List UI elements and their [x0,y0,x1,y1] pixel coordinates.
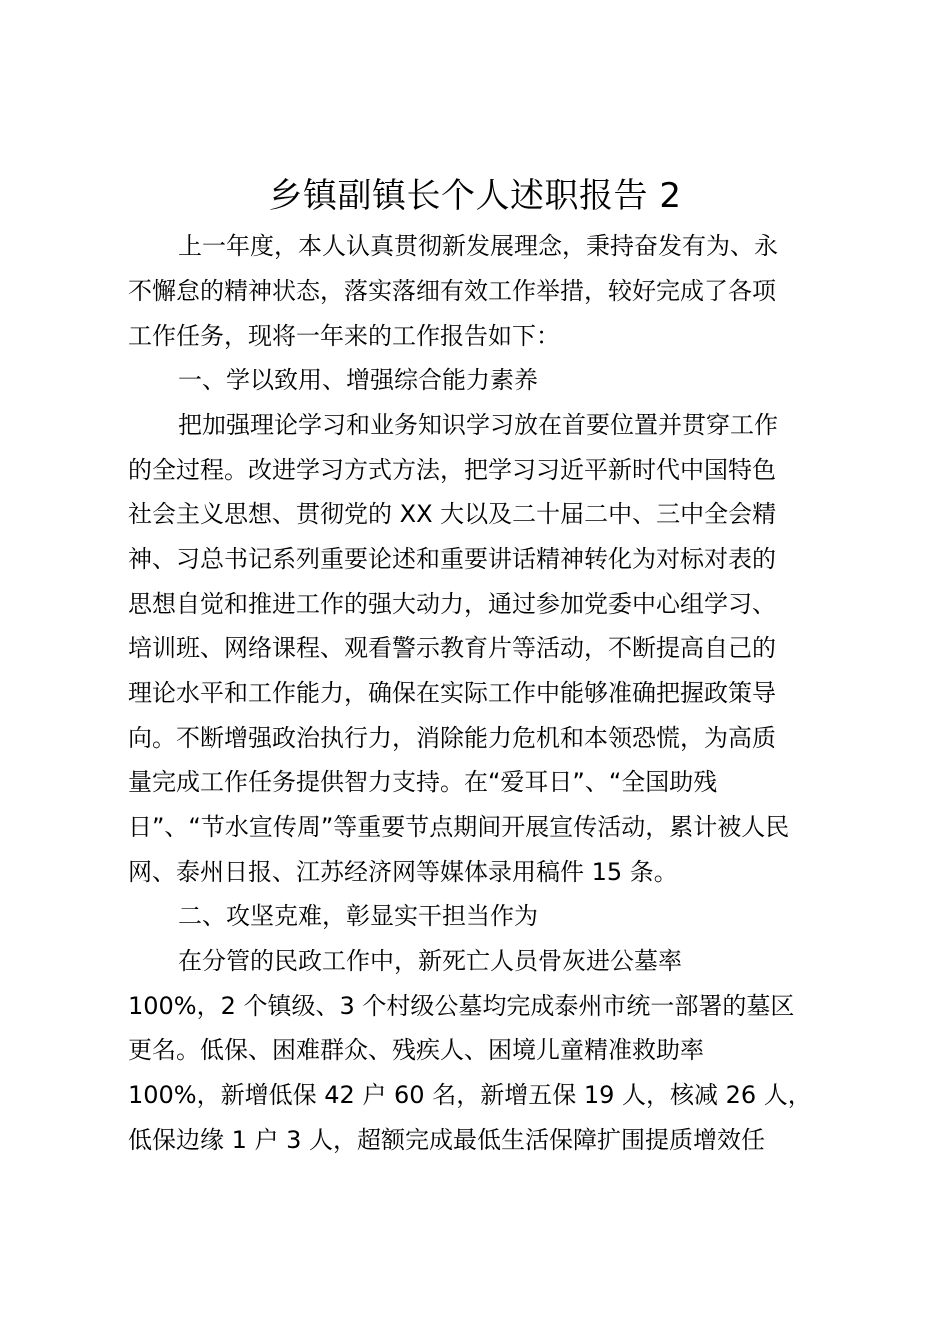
paragraph-line: 向。不断增强政治执行力，消除能力危机和本领恐慌，为高质 [128,724,776,752]
paragraph-line: 量完成工作任务提供智力支持。在“爱耳日”、“全国助残 [128,768,718,796]
section-heading: 二、攻坚克难，彰显实干担当作为 [178,902,538,930]
paragraph-line: 把加强理论学习和业务知识学习放在首要位置并贯穿工作 [178,411,778,439]
paragraph-line: 的全过程。改进学习方式方法，把学习习近平新时代中国特色 [128,456,776,484]
paragraph-line: 低保边缘 1 户 3 人，超额完成最低生活保障扩围提质增效任 [128,1126,766,1154]
paragraph-line: 工作任务，现将一年来的工作报告如下： [128,322,560,350]
paragraph-line: 在分管的民政工作中，新死亡人员骨灰进公墓率 [178,947,682,975]
document-title: 乡镇副镇长个人述职报告 2 [268,176,682,216]
paragraph-line: 社会主义思想、贯彻党的 XX 大以及二十届二中、三中全会精 [128,500,777,528]
paragraph-line: 上一年度，本人认真贯彻新发展理念，秉持奋发有为、永 [178,232,778,260]
section-heading: 一、学以致用、增强综合能力素养 [178,366,538,394]
paragraph-line: 培训班、网络课程、观看警示教育片等活动，不断提高自己的 [128,634,776,662]
paragraph-line: 网、泰州日报、江苏经济网等媒体录用稿件 15 条。 [128,858,678,886]
paragraph-line: 神、习总书记系列重要论述和重要讲话精神转化为对标对表的 [128,545,776,573]
paragraph-line: 不懈怠的精神状态，落实落细有效工作举措，较好完成了各项 [128,277,776,305]
paragraph-line: 理论水平和工作能力，确保在实际工作中能够准确把握政策导 [128,679,776,707]
paragraph-line: 更名。低保、困难群众、残疾人、困境儿童精准救助率 [128,1036,704,1064]
paragraph-line: 思想自觉和推进工作的强大动力，通过参加党委中心组学习、 [128,590,776,618]
paragraph-line: 100%，2 个镇级、3 个村级公墓均完成泰州市统一部署的墓区 [128,992,795,1020]
paragraph-line: 100%，新增低保 42 户 60 名，新增五保 19 人，核减 26 人， [128,1081,812,1109]
paragraph-line: 日”、“节水宣传周”等重要节点期间开展宣传活动，累计被人民 [128,813,790,841]
